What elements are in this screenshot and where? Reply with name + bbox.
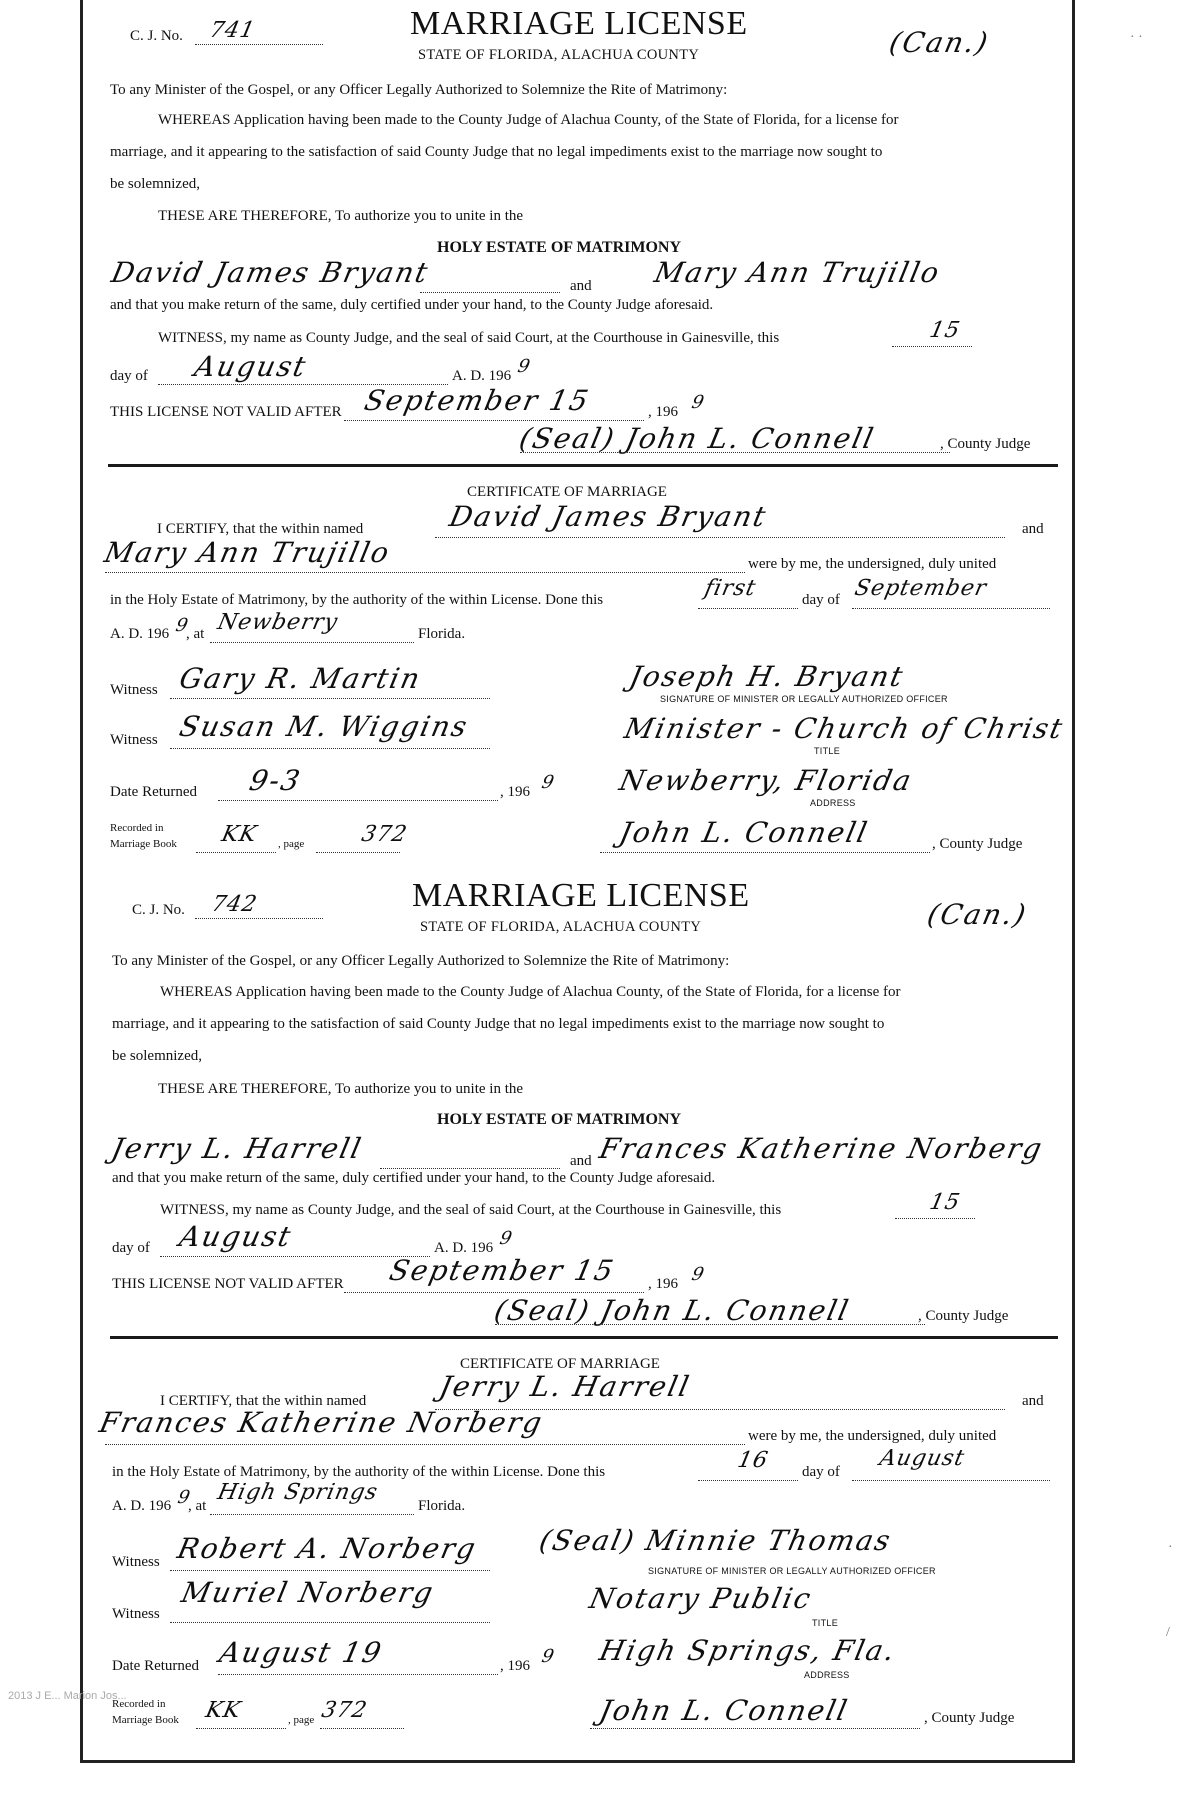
address-line: To any Minister of the Gospel, or any Officer Legally Authorized to Solemnize the Rite of Matrimony: <box>110 82 728 98</box>
done-month-value: August <box>877 1446 968 1471</box>
done-day-line <box>698 1480 798 1481</box>
groom-name: Jerry L. Harrell <box>108 1132 366 1165</box>
day-number: 15 <box>927 1190 963 1215</box>
groom-name: David James Bryant <box>108 256 433 289</box>
cj-number-value: 741 <box>207 18 258 43</box>
license-title: MARRIAGE LICENSE <box>410 5 748 42</box>
date-returned-year-label: , 196 <box>500 1658 530 1674</box>
judge-line <box>600 852 930 853</box>
certificate-name-2-line <box>105 572 745 573</box>
cert-place-value: Newberry <box>215 610 341 635</box>
handwritten-annotation: (Can.) <box>886 26 993 59</box>
page-left-border <box>80 0 83 1762</box>
whereas-line-3: be solemnized, <box>110 176 200 192</box>
whereas-line-1: WHEREAS Application having been made to the County Judge of Alachua County, of the State of Florida, for a license for <box>160 984 901 1000</box>
officer-title-caption: TITLE <box>814 746 841 756</box>
marriage-book-label: Marriage Book <box>112 1714 179 1726</box>
day-number-line <box>892 346 972 347</box>
license-subtitle: STATE OF FLORIDA, ALACHUA COUNTY <box>420 919 702 935</box>
date-returned-year-label: , 196 <box>500 784 530 800</box>
judge-signature-line <box>520 452 950 453</box>
certify-label: I CERTIFY, that the within named <box>160 1393 367 1409</box>
handwritten-annotation: (Can.) <box>924 898 1031 931</box>
certificate-name-1: David James Bryant <box>446 500 771 533</box>
groom-line <box>420 292 560 293</box>
cert-ad-digit: 9 <box>173 615 192 636</box>
witness-2-signature: Susan M. Wiggins <box>176 710 472 743</box>
officer-signature: Joseph H. Bryant <box>626 660 908 693</box>
holy-estate-line: in the Holy Estate of Matrimony, by the authority of the within License. Done this <box>112 1464 606 1480</box>
date-returned-year-digit: 9 <box>539 772 558 793</box>
cj-number-line <box>195 44 323 45</box>
marriage-book-label: Marriage Book <box>110 838 177 850</box>
not-valid-year-label: , 196 <box>648 1276 678 1292</box>
county-judge-label: , County Judge <box>918 1308 1009 1324</box>
officer-title: Minister - Church of Christ <box>621 712 1067 745</box>
scan-speck: · <box>1168 1540 1173 1555</box>
not-valid-year-digit: 9 <box>689 392 708 413</box>
county-judge-label: , County Judge <box>940 436 1031 452</box>
copyright-watermark: 2013 J E... Marion Jos... <box>8 1690 127 1702</box>
certificate-name-2: Frances Katherine Norberg <box>96 1406 547 1439</box>
marriage-book-value: KK <box>219 822 260 847</box>
holy-estate-line: in the Holy Estate of Matrimony, by the authority of the within License. Done this <box>110 592 604 608</box>
certificate-and-label: and <box>1022 521 1044 537</box>
witness-1-signature: Gary R. Martin <box>176 662 425 695</box>
page-value: 372 <box>359 822 410 847</box>
ad-year-label: A. D. 196 <box>434 1240 494 1256</box>
whereas-line-2: marriage, and it appearing to the satisfaction of said County Judge that no legal impediments exist to the marriage now sought to <box>110 144 883 160</box>
done-month-line <box>852 608 1050 609</box>
not-valid-date: September 15 <box>361 384 593 417</box>
page-bottom-border <box>80 1760 1075 1763</box>
cert-florida-label: Florida. <box>418 626 466 642</box>
not-valid-label: THIS LICENSE NOT VALID AFTER <box>110 404 342 420</box>
cert-place-value: High Springs <box>215 1480 381 1505</box>
date-returned-label: Date Returned <box>112 1658 200 1674</box>
bride-name: Frances Katherine Norberg <box>596 1132 1047 1165</box>
done-month-value: September <box>852 576 990 601</box>
witness-line: WITNESS, my name as County Judge, and the seal of said Court, at the Courthouse in Gainesville, this <box>160 1202 782 1218</box>
witness-2-signature: Muriel Norberg <box>178 1576 438 1609</box>
section-divider <box>110 1336 1058 1339</box>
certificate-and-label: and <box>1022 1393 1044 1409</box>
ad-year-label: A. D. 196 <box>452 368 512 384</box>
date-returned-line <box>218 800 498 801</box>
marriage-book-line <box>196 1728 286 1729</box>
done-day-value: 16 <box>735 1448 771 1473</box>
ad-year-digit: 9 <box>515 356 534 377</box>
page-label: , page <box>278 838 305 850</box>
judge-seal-signature: (Seal) John L. Connell <box>491 1294 853 1327</box>
holy-estate-heading: HOLY ESTATE OF MATRIMONY <box>437 239 682 256</box>
certify-label: I CERTIFY, that the within named <box>157 521 364 537</box>
cert-ad-label: A. D. 196 <box>110 626 170 642</box>
certificate-name-1: Jerry L. Harrell <box>436 1370 694 1403</box>
license-title: MARRIAGE LICENSE <box>412 877 750 914</box>
witness-1-label: Witness <box>112 1554 160 1570</box>
not-valid-line <box>344 420 644 421</box>
officer-signature: (Seal) Minnie Thomas <box>536 1524 895 1557</box>
done-day-of-label: day of <box>802 592 840 608</box>
witness-1-signature: Robert A. Norberg <box>174 1532 481 1565</box>
marriage-license-741 <box>100 0 1067 870</box>
day-of-label: day of <box>112 1240 150 1256</box>
cert-county-judge-label: , County Judge <box>924 1710 1015 1726</box>
not-valid-line <box>344 1292 644 1293</box>
day-of-label: day of <box>110 368 148 384</box>
witness-line: WITNESS, my name as County Judge, and the seal of said Court, at the Courthouse in Gainesville, this <box>158 330 780 346</box>
page-label: , page <box>288 1714 315 1726</box>
scan-speck: / <box>1166 1625 1170 1640</box>
judge-signature-line <box>495 1324 925 1325</box>
judge-signature: John L. Connell <box>616 816 872 849</box>
certificate-title: CERTIFICATE OF MARRIAGE <box>460 1356 660 1372</box>
day-number-line <box>895 1218 975 1219</box>
marriage-book-line <box>196 852 276 853</box>
therefore-line: THESE ARE THEREFORE, To authorize you to unite in the <box>158 1081 524 1097</box>
cert-ad-label: A. D. 196 <box>112 1498 172 1514</box>
done-day-line <box>698 608 798 609</box>
date-returned-year-digit: 9 <box>539 1646 558 1667</box>
certificate-name-2: Mary Ann Trujillo <box>101 536 394 569</box>
officer-signature-caption: SIGNATURE OF MINISTER OR LEGALLY AUTHORIZED OFFICER <box>648 1566 936 1576</box>
not-valid-year-label: , 196 <box>648 404 678 420</box>
bride-name: Mary Ann Trujillo <box>651 256 944 289</box>
cj-number-line <box>195 918 323 919</box>
witness-2-line <box>170 1622 490 1623</box>
officer-address: High Springs, Fla. <box>596 1634 900 1667</box>
holy-estate-heading: HOLY ESTATE OF MATRIMONY <box>437 1111 682 1128</box>
therefore-line: THESE ARE THEREFORE, To authorize you to unite in the <box>158 208 524 224</box>
and-label: and <box>570 278 592 294</box>
month-value: August <box>176 1220 296 1253</box>
cert-at-label: , at <box>188 1498 207 1514</box>
witness-1-line <box>170 698 490 699</box>
not-valid-date: September 15 <box>386 1254 618 1287</box>
month-line <box>160 1256 430 1257</box>
officer-signature-caption: SIGNATURE OF MINISTER OR LEGALLY AUTHORIZED OFFICER <box>660 694 948 704</box>
section-divider <box>108 464 1058 467</box>
address-line: To any Minister of the Gospel, or any Officer Legally Authorized to Solemnize the Rite of Matrimony: <box>112 953 730 969</box>
witness-2-label: Witness <box>110 732 158 748</box>
cj-number-value: 742 <box>209 892 260 917</box>
cert-at-label: , at <box>186 626 205 642</box>
were-by-me-label: were by me, the undersigned, duly united <box>748 556 997 572</box>
cert-county-judge-label: , County Judge <box>932 836 1023 852</box>
page-right-border <box>1072 0 1075 1762</box>
whereas-line-1: WHEREAS Application having been made to the County Judge of Alachua County, of the State of Florida, for a license for <box>158 112 899 128</box>
license-subtitle: STATE OF FLORIDA, ALACHUA COUNTY <box>418 47 700 63</box>
certificate-name-2-line <box>105 1444 745 1445</box>
date-returned-value: 9-3 <box>246 764 305 797</box>
cert-ad-digit: 9 <box>175 1487 194 1508</box>
done-day-value: first <box>702 576 759 601</box>
date-returned-line <box>218 1674 498 1675</box>
not-valid-year-digit: 9 <box>689 1264 708 1285</box>
and-label: and <box>570 1153 592 1169</box>
judge-line <box>590 1728 920 1729</box>
not-valid-label: THIS LICENSE NOT VALID AFTER <box>112 1276 344 1292</box>
whereas-line-3: be solemnized, <box>112 1048 202 1064</box>
groom-line <box>380 1168 560 1169</box>
recorded-in-label: Recorded in <box>112 1698 166 1710</box>
officer-title: Notary Public <box>586 1582 816 1615</box>
certificate-name-1-line <box>435 537 1005 538</box>
cert-florida-label: Florida. <box>418 1498 466 1514</box>
witness-1-label: Witness <box>110 682 158 698</box>
page-line <box>320 1728 404 1729</box>
day-number: 15 <box>927 318 963 343</box>
date-returned-value: August 19 <box>216 1636 386 1669</box>
cj-number-label: C. J. No. <box>130 28 183 44</box>
month-value: August <box>191 350 311 383</box>
witness-2-line <box>170 748 490 749</box>
page-value: 372 <box>319 1698 370 1723</box>
judge-seal-signature: (Seal) John L. Connell <box>516 422 878 455</box>
judge-signature: John L. Connell <box>596 1694 852 1727</box>
were-by-me-label: were by me, the undersigned, duly united <box>748 1428 997 1444</box>
return-line: and that you make return of the same, duly certified under your hand, to the County Judge aforesaid. <box>110 297 714 313</box>
cj-number-label: C. J. No. <box>132 902 185 918</box>
cert-place-line <box>210 1514 414 1515</box>
cert-place-line <box>210 642 414 643</box>
witness-2-label: Witness <box>112 1606 160 1622</box>
done-day-of-label: day of <box>802 1464 840 1480</box>
ad-year-digit: 9 <box>497 1228 516 1249</box>
return-line: and that you make return of the same, duly certified under your hand, to the County Judge aforesaid. <box>112 1170 716 1186</box>
officer-address: Newberry, Florida <box>616 764 916 797</box>
marriage-license-742 <box>96 872 1060 1757</box>
recorded-in-label: Recorded in <box>110 822 164 834</box>
whereas-line-2: marriage, and it appearing to the satisfaction of said County Judge that no legal impediments exist to the marriage now sought to <box>112 1016 885 1032</box>
officer-address-caption: ADDRESS <box>810 798 856 808</box>
scan-speck: · · <box>1130 30 1143 45</box>
done-month-line <box>852 1480 1050 1481</box>
date-returned-label: Date Returned <box>110 784 198 800</box>
officer-address-caption: ADDRESS <box>804 1670 850 1680</box>
certificate-title: CERTIFICATE OF MARRIAGE <box>467 484 667 500</box>
page-line <box>316 852 400 853</box>
marriage-book-value: KK <box>203 1698 244 1723</box>
officer-title-caption: TITLE <box>812 1618 839 1628</box>
witness-1-line <box>170 1570 490 1571</box>
